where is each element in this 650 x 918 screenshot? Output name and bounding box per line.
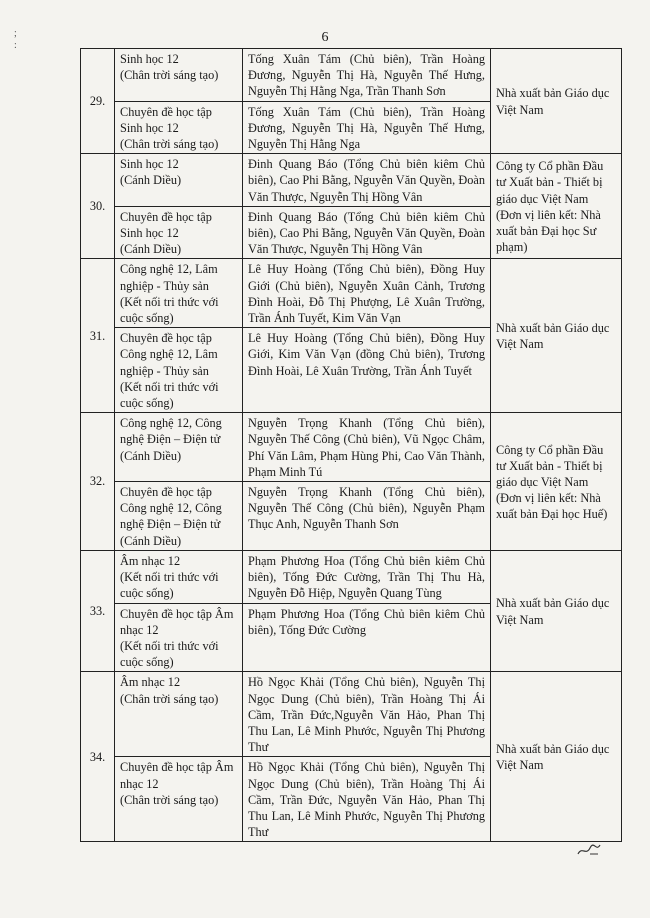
table-row xyxy=(81,413,622,482)
publisher: Nhà xuất bản Giáo dục Việt Nam xyxy=(491,259,622,413)
book-authors: Hồ Ngọc Khải (Tổng Chủ biên), Nguyễn Thị Ngọc Dung (Chủ biên), Trần Hoàng Thị Ái Cầm, Trần Đức, Nguyễn Văn Hảo, Phan Thị Thu Lan, Lê Minh Phước, Nguyễn Thị Phương Thư xyxy=(243,757,491,842)
row-number: 34. xyxy=(81,672,115,842)
book-authors: Phạm Phương Hoa (Tổng Chủ biên kiêm Chủ biên), Tống Đức Cường, Trần Thị Thu Hà, Nguyễn Đỗ Hiệp, Nguyễn Quang Tùng xyxy=(243,550,491,603)
table-row xyxy=(81,259,622,328)
book-authors: Phạm Phương Hoa (Tổng Chủ biên kiêm Chủ biên), Tống Đức Cường xyxy=(243,603,491,672)
book-authors: Nguyễn Trọng Khanh (Tổng Chủ biên), Nguyễn Thế Công (Chủ biên), Vũ Ngọc Châm, Phí Văn Lâm, Phạm Hùng Phi, Cao Văn Thành, Phạm Minh Tú xyxy=(243,413,491,482)
row-number: 30. xyxy=(81,154,115,259)
book-title: Âm nhạc 12 (Chân trời sáng tạo) xyxy=(115,672,243,757)
publisher: Công ty Cổ phần Đầu tư Xuất bản - Thiết bị giáo dục Việt Nam (Đơn vị liên kết: Nhà xuất bản Đại học Huế) xyxy=(491,413,622,551)
row-number: 29. xyxy=(81,49,115,154)
publisher: Công ty Cổ phần Đầu tư Xuất bản - Thiết bị giáo dục Việt Nam (Đơn vị liên kết: Nhà xuất bản Đại học Sư phạm) xyxy=(491,154,622,259)
book-title: Chuyên đề học tập Âm nhạc 12 (Kết nối tri thức với cuộc sống) xyxy=(115,603,243,672)
book-authors: Lê Huy Hoàng (Tổng Chủ biên), Đồng Huy Giới (Chủ biên), Nguyễn Xuân Cảnh, Trương Đình Hoài, Đỗ Thị Phượng, Lê Xuân Trường, Trần Ánh Tuyết, Kim Văn Vạn xyxy=(243,259,491,328)
book-authors: Tống Xuân Tám (Chủ biên), Trần Hoàng Đương, Nguyễn Thị Hà, Nguyễn Thế Hưng, Nguyễn Thị Hằng Nga, Trần Thanh Sơn xyxy=(243,49,491,102)
book-title: Sinh học 12 (Chân trời sáng tạo) xyxy=(115,49,243,102)
book-title: Chuyên đề học tập Sinh học 12 (Chân trời sáng tạo) xyxy=(115,101,243,154)
textbook-table xyxy=(80,48,622,842)
table-row xyxy=(81,154,622,207)
book-authors: Đinh Quang Báo (Tổng Chủ biên kiêm Chủ biên), Cao Phi Bằng, Nguyễn Văn Quyền, Đoàn Văn Thược, Nguyễn Thị Hồng Vân xyxy=(243,206,491,259)
book-title: Công nghệ 12, Lâm nghiệp - Thủy sản (Kết nối tri thức với cuộc sống) xyxy=(115,259,243,328)
book-authors: Nguyễn Trọng Khanh (Tổng Chủ biên), Nguyễn Thế Công (Chủ biên), Nguyễn Phạm Thục Anh, Nguyễn Thanh Sơn xyxy=(243,482,491,551)
book-authors: Lê Huy Hoàng (Tổng Chủ biên), Đồng Huy Giới, Kim Văn Vạn (đồng Chủ biên), Trương Đình Hoài, Lê Xuân Trường, Trần Ánh Tuyết xyxy=(243,328,491,413)
page-number: 6 xyxy=(321,30,329,45)
publisher: Nhà xuất bản Giáo dục Việt Nam xyxy=(491,49,622,154)
book-title: Sinh học 12 (Cánh Diều) xyxy=(115,154,243,207)
book-authors: Tống Xuân Tám (Chủ biên), Trần Hoàng Đương, Nguyễn Thị Hà, Nguyễn Thế Hưng, Nguyễn Thị Hằng Nga xyxy=(243,101,491,154)
book-title: Chuyên đề học tập Công nghệ 12, Lâm nghiệp - Thủy sản (Kết nối tri thức với cuộc sống) xyxy=(115,328,243,413)
table-row xyxy=(81,49,622,102)
row-number: 33. xyxy=(81,550,115,671)
book-authors: Hồ Ngọc Khải (Tổng Chủ biên), Nguyễn Thị Ngọc Dung (Chủ biên), Trần Hoàng Thị Ái Cầm, Trần Đức,Nguyễn Văn Hảo, Phan Thị Thu Lan, Lê Minh Phước, Nguyễn Thị Phương Thư xyxy=(243,672,491,757)
publisher: Nhà xuất bản Giáo dục Việt Nam xyxy=(491,672,622,842)
book-authors: Đinh Quang Báo (Tổng Chủ biên kiêm Chủ biên), Cao Phi Bằng, Nguyễn Văn Quyền, Đoàn Văn Thược, Nguyễn Thị Hồng Vân xyxy=(243,154,491,207)
book-title: Chuyên đề học tập Công nghệ 12, Công nghệ Điện – Điện tử (Cánh Diều) xyxy=(115,482,243,551)
table-row xyxy=(81,672,622,757)
row-number: 31. xyxy=(81,259,115,413)
book-title: Chuyên đề học tập Âm nhạc 12 (Chân trời sáng tạo) xyxy=(115,757,243,842)
table-row xyxy=(81,550,622,603)
publisher: Nhà xuất bản Giáo dục Việt Nam xyxy=(491,550,622,671)
book-title: Chuyên đề học tập Sinh học 12 (Cánh Diều) xyxy=(115,206,243,259)
row-number: 32. xyxy=(81,413,115,551)
book-title: Âm nhạc 12 (Kết nối tri thức với cuộc sống) xyxy=(115,550,243,603)
book-title: Công nghệ 12, Công nghệ Điện – Điện tử (Cánh Diều) xyxy=(115,413,243,482)
margin-marks: ; : xyxy=(14,28,17,51)
pen-mark-icon xyxy=(576,842,602,858)
